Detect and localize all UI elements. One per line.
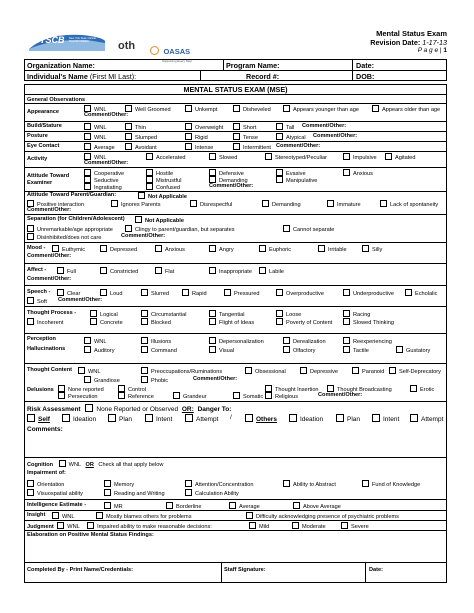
risk-danger: Danger To: <box>197 406 232 413</box>
del-reference[interactable]: Reference <box>118 392 154 401</box>
form-title: Mental Status Exam <box>376 29 447 38</box>
att-hostile[interactable]: Hostile <box>146 169 173 178</box>
page-number: P a g e | 1 <box>417 47 447 54</box>
att-mistrustful[interactable]: Mistrustful <box>146 176 182 185</box>
tc-wnl[interactable]: WNL <box>78 367 100 376</box>
del-erotic[interactable]: Erotic <box>410 385 434 394</box>
thought-content-label: Thought Content <box>27 367 73 373</box>
insight-blames[interactable]: Mostly blames others for problems <box>96 512 192 521</box>
speech-overproductive[interactable]: Overproductive <box>276 289 324 298</box>
eye-intermittent[interactable]: Intermittent <box>233 143 271 152</box>
posture-rigid[interactable]: Rigid <box>185 133 208 142</box>
appearance-disheveled[interactable]: Disheveled <box>233 105 271 114</box>
risk-others-intent[interactable]: Intent <box>372 414 399 424</box>
eye-average[interactable]: Average <box>84 143 115 152</box>
activity-stereotyped[interactable]: Stereotyped/Peculiar <box>265 153 327 162</box>
int-borderline[interactable]: Borderline <box>166 502 202 511</box>
cognition-or: OR <box>85 462 94 468</box>
build-thin[interactable]: Thin <box>125 123 146 132</box>
tp-poverty-of-content[interactable]: Poverty of Content <box>276 318 332 327</box>
appearance-well-groomed[interactable]: Well Groomed <box>125 105 171 114</box>
perc-visual[interactable]: Visual <box>209 346 234 355</box>
cog-calculation[interactable]: Calculation Ability <box>185 489 239 498</box>
mood-label: Mood - <box>27 245 46 251</box>
appearance-younger[interactable]: Appears younger than age <box>283 105 359 114</box>
cognition-check: Check all that apply below <box>98 462 164 468</box>
att-seductive[interactable]: Seductive <box>84 176 119 185</box>
speech-echolalic[interactable]: Echolalic <box>405 289 437 298</box>
parent-comment[interactable]: Comment/Other: <box>27 207 72 213</box>
elaboration-label[interactable]: Elaboration on Positive Mental Status Findings: <box>27 532 154 538</box>
mood-euthymic[interactable]: Euthymic <box>52 245 85 254</box>
perc-derealization[interactable]: Derealization <box>283 337 326 346</box>
cog-fund[interactable]: Fund of Knowledge <box>362 480 420 489</box>
judgment-label: Judgment <box>27 524 54 530</box>
risk-label: Risk Assessment <box>27 406 81 413</box>
activity-label: Activity <box>27 156 48 162</box>
sep-comment[interactable]: Comment/Other: <box>121 233 166 239</box>
att-ingratiating[interactable]: Ingratiating <box>84 183 122 192</box>
delusions-label: Delusions <box>27 387 54 393</box>
tc-self-deprecatory[interactable]: Self-Deprecatory <box>389 367 441 376</box>
perc-tactile[interactable]: Tactile <box>343 346 369 355</box>
thought-process-label: Thought Process - <box>27 310 77 316</box>
activity-comment[interactable]: Comment/Other: <box>84 160 129 166</box>
build-comment[interactable]: Comment/Other: <box>302 123 347 129</box>
speech-soft[interactable]: Soft <box>27 297 47 306</box>
int-average[interactable]: Average <box>229 502 260 511</box>
cog-memory[interactable]: Memory <box>104 480 134 489</box>
speech-comment[interactable]: Comment/Other: <box>58 297 103 303</box>
intelligence-label: Intelligence Estimate - <box>27 502 87 508</box>
tp-flight-of-ideas[interactable]: Flight of Ideas <box>209 318 254 327</box>
tp-concrete[interactable]: Concrete <box>90 318 123 327</box>
perc-olfactory[interactable]: Olfactory <box>283 346 315 355</box>
affect-inappropriate[interactable]: Inappropriate <box>209 267 252 276</box>
separation-na[interactable]: Not Applicable <box>135 216 184 225</box>
att-anxious[interactable]: Anxious <box>343 169 373 178</box>
parent-immature[interactable]: Immature <box>327 200 361 209</box>
appearance-unkempt[interactable]: Unkempt <box>185 105 217 114</box>
attitude-parent-na[interactable]: Not Applicable <box>138 192 187 201</box>
activity-impulsive[interactable]: Impulsive <box>343 153 377 162</box>
risk-self-attempt[interactable]: Attempt <box>185 414 218 424</box>
individual-hint: (First MI Last): <box>89 72 137 81</box>
risk-slash: / <box>230 414 232 421</box>
page-num: 1 <box>443 47 447 54</box>
del-thought-insertion[interactable]: Thought Insertion <box>265 385 319 394</box>
build-overweight[interactable]: Overweight <box>185 123 223 132</box>
speech-clear[interactable]: Clear <box>57 289 80 298</box>
speech-rapid[interactable]: Rapid <box>182 289 207 298</box>
cognition-wnl-checkbox[interactable] <box>59 460 66 467</box>
sep-clingy[interactable]: Clingy to parent/guardian, but separates <box>125 225 235 234</box>
att-evasive[interactable]: Evasive <box>276 169 306 178</box>
del-somatic[interactable]: Somatic <box>233 392 263 401</box>
affect-labile[interactable]: Labile <box>259 267 284 276</box>
record-field[interactable]: Record #: <box>246 72 280 81</box>
att-manipulative[interactable]: Manipulative <box>276 176 317 185</box>
exam-title: MENTAL STATUS EXAM (MSE) <box>183 85 288 94</box>
posture-tense[interactable]: Tense <box>233 133 258 142</box>
judgment-moderate[interactable]: Moderate <box>292 522 326 531</box>
date-field[interactable]: Date: <box>356 61 374 70</box>
logo-nyscri-text: NYSCB <box>33 35 65 45</box>
tp-circumstantial[interactable]: Circumstantial <box>141 310 186 319</box>
mood-comment[interactable]: Comment/Other: <box>27 253 72 259</box>
cog-orientation[interactable]: Orientation <box>27 480 64 489</box>
cog-reading[interactable]: Reading and Writing <box>104 489 165 498</box>
build-tall[interactable]: Tall <box>276 123 294 132</box>
oasas-icon <box>150 46 159 55</box>
eye-contact-label: Eye Contact <box>27 143 60 149</box>
tc-comment[interactable]: Comment/Other: <box>193 376 238 382</box>
sep-unremarkable[interactable]: Unremarkable/age appropriate <box>27 225 113 234</box>
risk-none-checkbox[interactable] <box>85 404 93 412</box>
del-persecution[interactable]: Persecution <box>58 392 98 401</box>
tc-depressive[interactable]: Depressive <box>300 367 338 376</box>
completed-by-field[interactable]: Completed By - Print Name/Credentials: <box>27 567 133 573</box>
perc-auditory[interactable]: Auditory <box>84 346 115 355</box>
parent-ignores[interactable]: Ignores Parents <box>111 200 161 209</box>
posture-slumped[interactable]: Slumped <box>125 133 157 142</box>
logo-nyscri-sub: New York State Clinical Records Initiative <box>69 37 96 43</box>
delusions-comment[interactable]: Comment/Other: <box>318 392 363 398</box>
sep-cannot[interactable]: Cannot separate <box>283 225 334 234</box>
build-short[interactable]: Short <box>233 123 256 132</box>
eye-comment[interactable]: Comment/Other: <box>276 143 321 149</box>
attitude-parent-label: Attitude Toward Parent/Guardian: <box>27 192 117 198</box>
risk-comments[interactable]: Comments: <box>27 426 63 433</box>
speech-label: Speech - <box>27 289 51 295</box>
tp-blocked[interactable]: Blocked <box>141 318 171 327</box>
risk-others-ideation[interactable]: Ideation <box>289 414 323 424</box>
int-mr[interactable]: MR <box>104 502 123 511</box>
speech-slurred[interactable]: Slurred <box>141 289 169 298</box>
att-comment[interactable]: Comment/Other: <box>209 183 254 189</box>
tc-grandiose[interactable]: Grandiose <box>84 376 120 385</box>
tp-logical[interactable]: Logical <box>90 310 118 319</box>
del-thought-broadcasting[interactable]: Thought Broadcasting <box>327 385 392 394</box>
att-demanding[interactable]: Demanding <box>209 176 248 185</box>
att-defensive[interactable]: Defensive <box>209 169 244 178</box>
parent-lack-spontaneity[interactable]: Lack of spontaneity <box>380 200 438 209</box>
revision-date <box>370 38 447 47</box>
parent-demanding[interactable]: Demanding <box>262 200 301 209</box>
activity-slowed[interactable]: Slowed <box>209 153 237 162</box>
build-label: Build/Stature <box>27 123 62 129</box>
speech-loud[interactable]: Loud <box>100 289 122 298</box>
posture-wnl[interactable]: WNL <box>84 133 106 142</box>
risk-others-plan[interactable]: Plan <box>336 414 360 424</box>
impairment-label: Impairment of: <box>27 470 66 476</box>
judgment-wnl: WNL <box>67 524 80 530</box>
mood-angry[interactable]: Angry <box>209 245 234 254</box>
activity-agitated[interactable]: Agitated <box>385 153 416 162</box>
perc-reexperiencing[interactable]: Reexperiencing <box>343 337 392 346</box>
eye-avoidant[interactable]: Avoidant <box>125 143 157 152</box>
separation-label: Separation (for Children/Adolescent) <box>27 216 125 222</box>
revision-value: 1-17-13 <box>422 38 447 47</box>
risk-self-ideation[interactable]: Ideation <box>62 414 96 424</box>
risk-or: OR: <box>181 406 194 413</box>
appearance-wnl[interactable]: WNL <box>84 105 106 114</box>
del-none[interactable]: None reported <box>58 385 104 394</box>
judgment-wnl-checkbox[interactable] <box>57 522 64 529</box>
affect-constricted[interactable]: Constricted <box>100 267 138 276</box>
sep-disinhibited[interactable]: Disinhibited/does not care <box>27 233 101 242</box>
individual-label: Individual's Name <box>27 72 88 81</box>
build-wnl[interactable]: WNL <box>84 123 106 132</box>
perception-label: Perception Hallucinations <box>27 336 66 352</box>
tp-racing[interactable]: Racing <box>343 310 370 319</box>
risk-none: None Reported or Observed <box>96 406 179 413</box>
activity-wnl[interactable]: WNL <box>84 153 106 162</box>
mood-irritable[interactable]: Irritable <box>318 245 347 254</box>
logo-oasas-sub: Supporting Every Step <box>162 59 193 63</box>
appearance-older[interactable]: Appears older than age <box>372 105 440 114</box>
risk-row <box>27 404 231 414</box>
tp-slowed-thinking[interactable]: Slowed Thinking <box>343 318 394 327</box>
tc-preoccupations[interactable]: Preoccupations/Ruminations <box>141 367 222 376</box>
insight-difficulty[interactable]: Difficulty acknowledging presence of psychiatric problems <box>246 512 399 521</box>
eye-intense[interactable]: Intense <box>185 143 213 152</box>
posture-atypical[interactable]: Atypical <box>276 133 306 142</box>
risk-self-plan[interactable]: Plan <box>108 414 132 424</box>
logo-oasas-text: OASAS <box>163 47 191 56</box>
affect-comment[interactable]: Comment/Other: <box>27 276 72 282</box>
mood-silly[interactable]: Silly <box>362 245 382 254</box>
judgment-mild[interactable]: Mild <box>249 522 269 531</box>
speech-underproductive[interactable]: Underproductive <box>343 289 394 298</box>
cog-visuospatial[interactable]: Visuospatial ability <box>27 489 83 498</box>
footer-date-field[interactable]: Date: <box>369 567 383 573</box>
posture-comment[interactable]: Comment/Other: <box>313 133 358 139</box>
perc-illusions[interactable]: Illusions <box>141 337 171 346</box>
tp-loose[interactable]: Loose <box>276 310 301 319</box>
del-grandeur[interactable]: Grandeur <box>173 392 207 401</box>
judgment-severe[interactable]: Severe <box>341 522 369 531</box>
tc-paranoid[interactable]: Paranoid <box>352 367 384 376</box>
risk-self-intent[interactable]: Intent <box>145 414 172 424</box>
cognition-row <box>27 460 163 469</box>
perc-gustatory[interactable]: Gustatory <box>396 346 430 355</box>
perc-depersonalization[interactable]: Depersonalization <box>209 337 264 346</box>
insight-label: Insight <box>27 512 46 518</box>
perc-command[interactable]: Command <box>141 346 177 355</box>
judgment-impaired-checkbox[interactable] <box>87 522 94 529</box>
tc-obsessional[interactable]: Obsessional <box>245 367 286 376</box>
revision-label: Revision Date: <box>370 38 421 47</box>
risk-self[interactable]: Self <box>27 414 50 424</box>
mood-anxious[interactable]: Anxious <box>155 245 185 254</box>
affect-full[interactable]: Full <box>57 267 76 276</box>
mood-depressed[interactable]: Depressed <box>100 245 137 254</box>
perc-wnl[interactable]: WNL <box>84 337 106 346</box>
attitude-examiner-label: Attitude Toward Examiner <box>27 173 70 186</box>
cog-abstract[interactable]: Ability to Abstract <box>283 480 336 489</box>
tc-phobic[interactable]: Phobic <box>141 376 168 385</box>
mood-euphoric[interactable]: Euphoric <box>259 245 291 254</box>
affect-flat[interactable]: Flat <box>155 267 174 276</box>
cognition-label: Cognition <box>27 462 54 468</box>
logo-oth: oth <box>118 40 136 52</box>
logo-nyscri <box>27 31 107 53</box>
appearance-comment[interactable]: Comment/Other: <box>84 112 129 118</box>
dob-field[interactable]: DOB: <box>356 72 375 81</box>
del-control[interactable]: Control <box>118 385 146 394</box>
judgment-impaired: Impaired ability to make reasonable decisions: <box>97 524 212 530</box>
staff-signature-field[interactable]: Staff Signature: <box>224 567 266 573</box>
affect-label: Affect - <box>27 267 47 273</box>
org-name-field[interactable]: Organization Name: <box>27 61 95 70</box>
appearance-label: Appearance <box>27 109 60 115</box>
del-religious[interactable]: Religious <box>265 392 298 401</box>
parent-disrespectful[interactable]: Disrespectful <box>190 200 232 209</box>
activity-accelerated[interactable]: Accelerated <box>146 153 186 162</box>
cog-attention[interactable]: Attention/Concentration <box>185 480 253 489</box>
risk-others[interactable]: Others <box>245 414 277 424</box>
tp-incoherent[interactable]: Incoherent <box>27 318 63 327</box>
cognition-wnl: WNL <box>68 462 81 468</box>
att-cooperative[interactable]: Cooperative <box>84 169 124 178</box>
tp-tangential[interactable]: Tangential <box>209 310 245 319</box>
general-observations-heading: General Observations <box>27 97 86 103</box>
page-label: P a g e <box>417 47 439 54</box>
risk-others-attempt[interactable]: Attempt <box>410 414 443 424</box>
att-confused[interactable]: Confused <box>146 183 180 192</box>
program-name-field[interactable]: Program Name: <box>226 61 280 70</box>
int-above-average[interactable]: Above Average <box>293 502 341 511</box>
speech-pressured[interactable]: Pressured <box>224 289 260 298</box>
insight-wnl[interactable]: WNL <box>52 512 74 521</box>
posture-label: Posture <box>27 133 48 139</box>
individual-name-field[interactable] <box>27 72 136 81</box>
parent-positive[interactable]: Positive interaction <box>27 200 84 209</box>
